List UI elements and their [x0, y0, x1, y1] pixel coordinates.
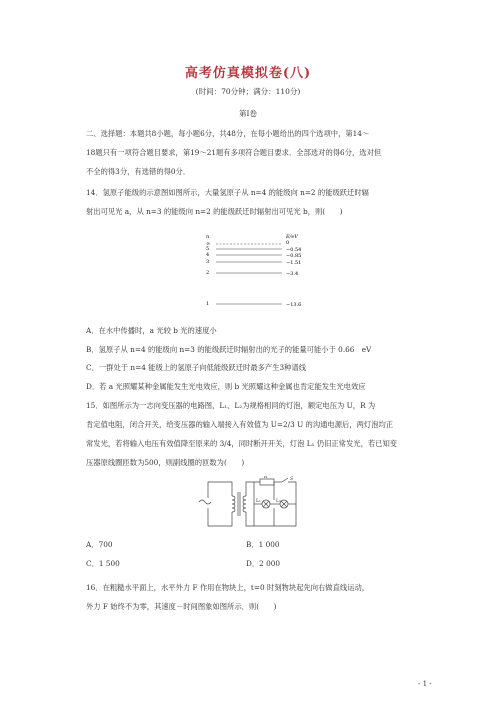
- switch-label: S: [290, 477, 294, 482]
- level-e-label: −3.4: [286, 271, 299, 277]
- energy-level-diagram: [200, 228, 320, 314]
- level-e-label: −0.54: [286, 247, 302, 253]
- level-3: [206, 259, 301, 266]
- option-b[interactable]: B．氢原子从 n=4 的能级向 n=3 的能级跃迁时辐射出的光子的能量可能小于 0.66 eV: [86, 344, 372, 354]
- option-c[interactable]: C．1 500: [86, 559, 120, 568]
- question-15-stem: [86, 396, 426, 472]
- page-number: - 1 -: [418, 680, 432, 688]
- transformer-circuit-diagram: [198, 476, 304, 534]
- question-14-options: [86, 322, 426, 396]
- option-b[interactable]: B．1 000: [246, 540, 280, 549]
- question-line: 压器原线圈匝数为500，则副线圈的匝数为( ): [86, 458, 245, 467]
- level-4: [206, 252, 301, 259]
- lamp-l2-label: L₂: [276, 499, 281, 504]
- axis-n-label: n: [206, 234, 210, 240]
- level-e-label: −13.6: [286, 302, 302, 308]
- level-n-label: 2: [206, 270, 210, 276]
- option-a[interactable]: A．在水中传播时，a 光较 b 光的速度小: [86, 326, 217, 335]
- option-d[interactable]: D．若 a 光照耀某种金属能发生光电效应，则 b 光照耀这种金属也肯定能发生光电效应: [86, 381, 366, 391]
- level-n-label: ∞: [206, 241, 211, 247]
- question-line: 14．氢原子能级的示意图如图所示，大量氢原子从 n=4 的能级向 n=2 的能级跃迁时辐: [86, 188, 369, 197]
- level-n-label: 1: [206, 301, 210, 307]
- question-line: 常发光，若将输入电压有效值降至原来的 3/4，同时断开开关，灯泡 L₁ 仍旧正常发光，若已知变: [86, 439, 398, 448]
- level-2: [206, 270, 298, 277]
- option-c[interactable]: C．一群处于 n=4 能级上的氢原子向低能级跃迁时最多产生3种谱线: [86, 363, 307, 372]
- question-14-stem: [86, 183, 426, 221]
- exam-title: 高考仿真模拟卷(八): [184, 66, 312, 81]
- question-line: 15．如图所示为一志向变压器的电路图，L₁、L₂为规格相同的灯泡，额定电压为 U，R 为: [86, 401, 376, 410]
- option-d[interactable]: D．2 000: [246, 559, 281, 568]
- instructions: [86, 124, 426, 181]
- instruction-line: 二、选择题：本题共8小题，每小题6分，共48分，在每小题给出的四个选项中，第14～: [86, 129, 370, 138]
- level-e-label: −0.85: [286, 253, 302, 259]
- axis-energy-label: E/eV: [286, 234, 298, 240]
- question-line: 16．在粗糙水平面上，水平外力 F 作用在物块上，t=0 时刻物块起先向右做直线运动，: [86, 583, 370, 592]
- level-1: [206, 301, 301, 308]
- level-e-label: −1.51: [286, 260, 302, 266]
- level-n-label: 4: [206, 252, 210, 258]
- instruction-line: 18题只有一项符合题目要求，第19～21题有多项符合题目要求．全部选对的得6分，选对但: [86, 148, 382, 157]
- exam-subtitle: (时间：70分钟；满分：110分): [195, 87, 301, 96]
- question-16-stem: [86, 578, 426, 616]
- section-heading: 第Ⅰ卷: [239, 109, 257, 118]
- level-inf: [206, 240, 289, 247]
- instruction-line: 不全的得3分，有选错的得0分．: [86, 167, 191, 176]
- level-n-label: 5: [206, 246, 210, 252]
- question-line: 外力 F 始终不为零，其速度－时间图象如图所示．则( ): [86, 602, 277, 611]
- question-line: 肯定值电阻，闭合开关，给变压器的输入端接入有效值为 U=2/3 U 的沟通电源后，两灯泡均正: [86, 420, 394, 429]
- level-e-label: 0: [286, 240, 290, 246]
- option-a[interactable]: A．700: [86, 540, 113, 549]
- level-5: [206, 246, 301, 253]
- question-line: 射出可见光 a，从 n=3 的能级向 n=2 的能级跃迁时辐射出可见光 b，则( ): [86, 207, 343, 216]
- lamp-l1-label: L₁: [256, 499, 261, 504]
- level-n-label: 3: [206, 259, 210, 265]
- resistor-label: R: [264, 476, 268, 480]
